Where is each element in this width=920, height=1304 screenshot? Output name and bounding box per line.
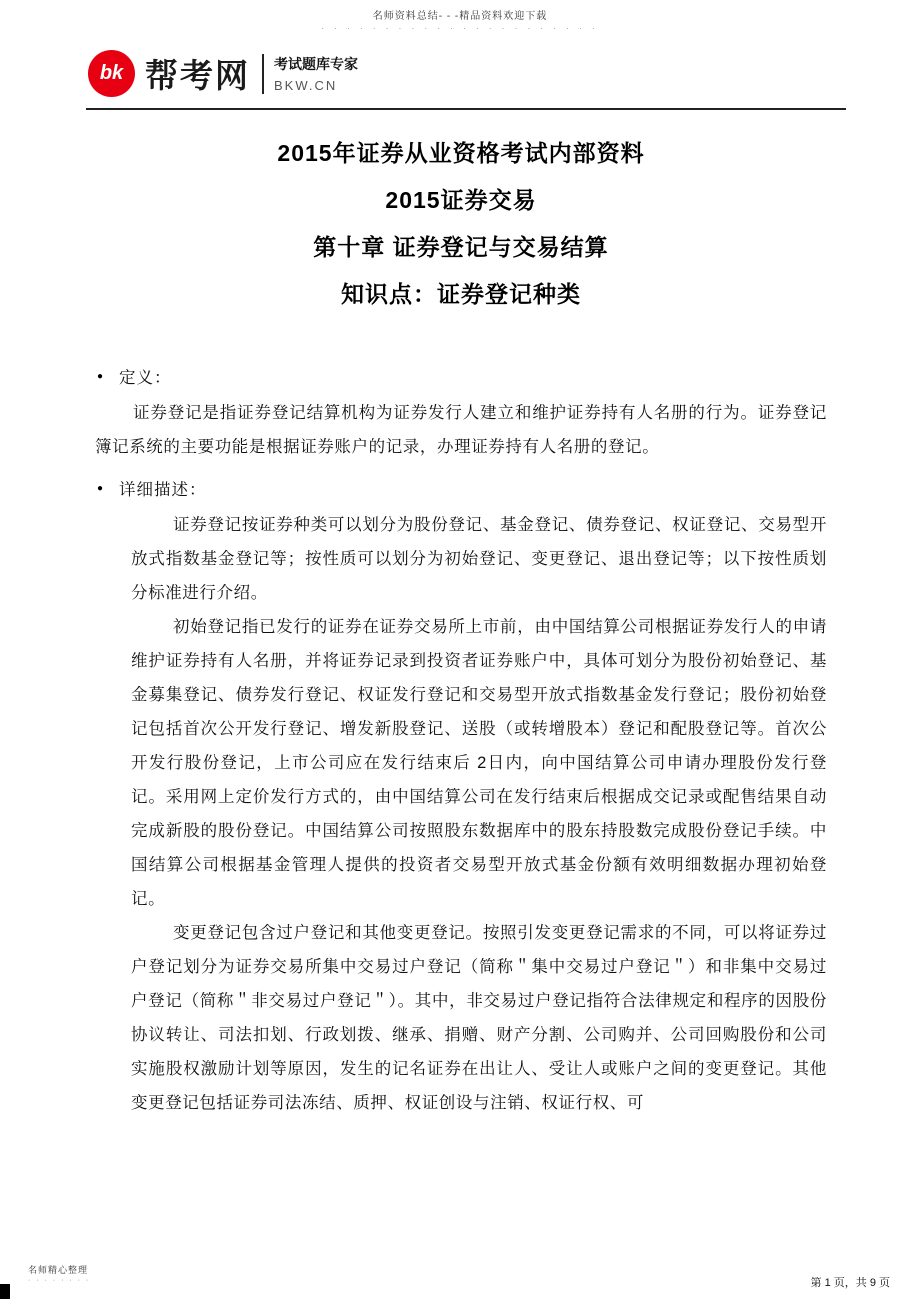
header-dotted-line: · · · · · · · · · · · · · · · · · · · · · · <box>321 24 599 33</box>
definition-paragraph: 证券登记是指证券登记结算机构为证券发行人建立和维护证券持有人名册的行为。证券登记簿记系统的主要功能是根据证券账户的记录，办理证券持有人名册的登记。 <box>95 404 827 456</box>
description-paragraph-3: 变更登记包含过户登记和其他变更登记。按照引发变更登记需求的不同，可以将证券过户登记划分为证券交易所集中交易过户登记（简称＂集中交易过户登记＂）和非集中交易过户登记（简称＂非交易过户登记＂）。其中，非交易过户登记指符合法律规定和程序的因股份协议转让、司法扣划、行政划拨、继承、捐赠、财产分割、公司购并、公司回购股份和公司实施股权激励计划等原因，发生的记名证券在出让人、受让人或账户之间的变更登记。其他变更登记包括证券司法冻结、质押、权证创设与注销、权证行权、可 <box>131 924 827 1112</box>
brand-domain: BKW.CN <box>274 78 338 93</box>
doc-title-line-4: 知识点：证券登记种类 <box>341 281 581 307</box>
brand-tagline: 考试题库专家 <box>274 56 358 72</box>
description-paragraph-1: 证券登记按证券种类可以划分为股份登记、基金登记、债券登记、权证登记、交易型开放式指数基金登记等；按性质可以划分为初始登记、变更登记、退出登记等；以下按性质划分标准进行介绍。 <box>131 516 827 602</box>
brand-subtitle-block <box>274 54 358 93</box>
doc-title-line-3: 第十章 证券登记与交易结算 <box>313 234 609 260</box>
page-number: 第 1 页，共 9 页 <box>810 1277 890 1289</box>
brand-name: 帮考网 <box>145 57 250 94</box>
doc-title-line-1: 2015年证券从业资格考试内部资料 <box>277 140 645 166</box>
bullet-icon: ● <box>97 482 104 494</box>
section-label: 详细描述： <box>119 481 207 499</box>
brand-divider <box>262 54 264 94</box>
section-heading-definition <box>97 364 827 388</box>
section-heading-description <box>97 476 827 500</box>
bkw-logo-icon: bk <box>88 50 135 97</box>
title-block <box>95 130 827 318</box>
section-label: 定义： <box>119 369 172 387</box>
footer-dotted-line: · · · · · · · · <box>28 1277 91 1284</box>
brand-header <box>88 50 358 97</box>
footer-note-text: 名师精心整理 <box>28 1265 89 1275</box>
doc-title-line-2: 2015证券交易 <box>385 187 537 213</box>
description-paragraph-2: 初始登记指已发行的证券在证券交易所上市前，由中国结算公司根据证券发行人的申请维护证券持有人名册，并将证券记录到投资者证券账户中，具体可划分为股份初始登记、基金募集登记、债券发行登记、权证发行登记和交易型开放式指数基金发行登记；股份初始登记包括首次公开发行登记、增发新股登记、送股（或转增股本）登记和配股登记等。首次公开发行股份登记，上市公司应在发行结束后 2日内，向中国结算公司申请办理股份发行登记。采用网上定价发行方式的，由中国结算公司在发行结束后根据成交记录或配售结果自动完成新股的股份登记。中国结算公司按照股东数据库中的股东持股数完成股份登记手续。中国结算公司根据基金管理人提供的投资者交易型开放式基金份额有效明细数据办理初始登记。 <box>131 618 827 908</box>
page-header-note <box>0 7 920 33</box>
header-rule <box>86 108 846 110</box>
header-note-text: 名师资料总结- - -精品资料欢迎下载 <box>372 11 548 22</box>
bullet-icon: ● <box>97 370 104 382</box>
footer-note <box>28 1263 90 1284</box>
corner-mark <box>0 1284 10 1299</box>
document-body <box>95 130 827 1120</box>
